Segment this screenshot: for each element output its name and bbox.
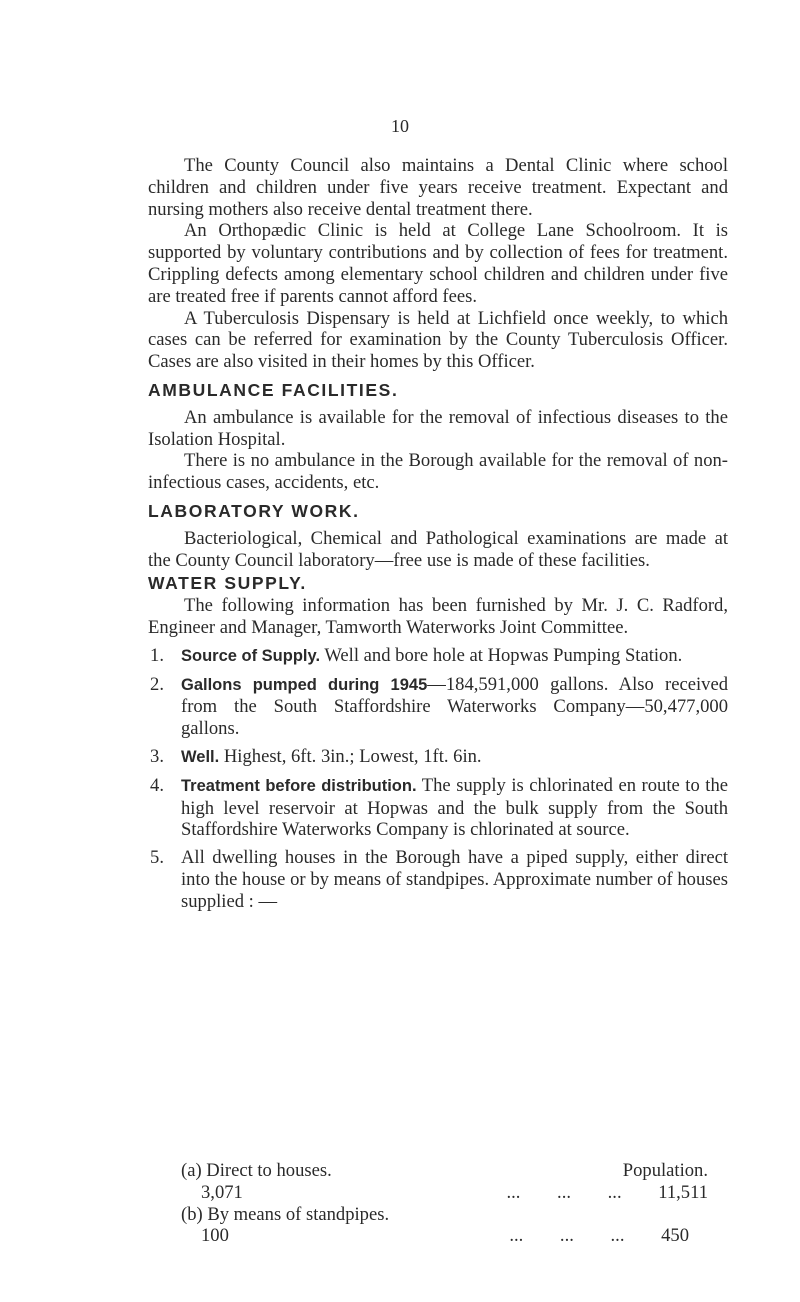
standpipes-label: (b) By means of standpipes. [181,1203,390,1225]
table-row [181,1182,708,1204]
item-text: Well and bore hole at Hopwas Pumping Station. [324,644,683,666]
item-lead: Treatment before distribution. [181,776,417,795]
item-text: The supply is chlorinated en route to the high level reservoir at Hopwas and the bulk supply from the South Staffordshire Waterworks Company is chlorinated at source. [181,774,728,841]
table-row [181,1225,708,1247]
population-header: Population. [622,1160,708,1181]
water-supply-list [148,645,728,913]
item-number: 5 . [148,847,164,869]
water-intro-paragraph: The following information has been furnished by Mr. J. C. Radford, Engineer and Manager, Tamworth Waterworks Joint Committee. [148,595,728,638]
item-text: All dwelling houses in the Borough have a piped supply, either direct into the house or by means of standpipes. Approximate number of houses supplied : — [181,847,728,912]
list-item [148,674,728,740]
item-number: 3 . [148,746,164,768]
direct-houses-population: ... ... ... 11,511 [506,1181,708,1203]
item-text: Highest, 6ft. 3in.; Lowest, 1ft. 6in. [223,745,482,767]
item-text: —184,591,000 gallons. Also received from the South Staffordshire Waterworks Company—50,477,000 gallons. [181,673,728,740]
direct-houses-count: 3,071 [201,1181,243,1203]
ambulance-paragraph-1: An ambulance is available for the removal of infectious diseases to the Isolation Hospital. [148,406,728,450]
ambulance-paragraph-2: There is no ambulance in the Borough available for the removal of non-infectious cases, accidents, etc. [148,450,728,494]
standpipes-population: ... ... ... 450 [509,1225,689,1247]
table-row [181,1204,708,1226]
orthopaedic-clinic-paragraph: An Orthopædic Clinic is held at College Lane Schoolroom. It is supported by voluntary contributions and by collection of fees for treatment. Crippling defects among elementary school children and children under five are treated free if parents cannot afford fees. [148,220,728,307]
water-heading: WATER SUPPLY. [148,573,307,594]
tuberculosis-paragraph: A Tuberculosis Dispensary is held at Lichfield once weekly, to which cases can be referred for examination by the County Tuberculosis Officer. Cases are also visited in their homes by this Officer. [148,307,728,373]
direct-houses-label: (a) Direct to houses. [181,1160,332,1181]
page-number: 10 [391,116,409,136]
table-row [181,1160,708,1182]
houses-supplied-table [181,1160,708,1247]
dental-clinic-paragraph: The County Council also maintains a Dental Clinic where school children and children under five years receive treatment. Expectant and nursing mothers also receive dental treatment there. [148,155,728,220]
laboratory-paragraph: Bacteriological, Chemical and Pathological examinations are made at the County Council laboratory—free use is made of these facilities. [148,527,728,571]
standpipes-houses-count: 100 [201,1225,229,1247]
item-lead: Source of Supply. [181,646,321,665]
list-item [148,746,728,769]
item-lead: Well. [181,747,220,766]
list-item [148,775,728,841]
ambulance-heading: AMBULANCE FACILITIES. [148,379,399,400]
list-item [148,847,728,912]
list-item [148,645,728,668]
laboratory-heading: LABORATORY WORK. [148,500,360,521]
item-number: 2 . [148,674,164,696]
main-text [148,155,728,913]
item-number: 4 . [148,775,164,797]
item-lead: Gallons pumped during 1945 [181,675,428,694]
item-number: 1 . [148,645,164,667]
